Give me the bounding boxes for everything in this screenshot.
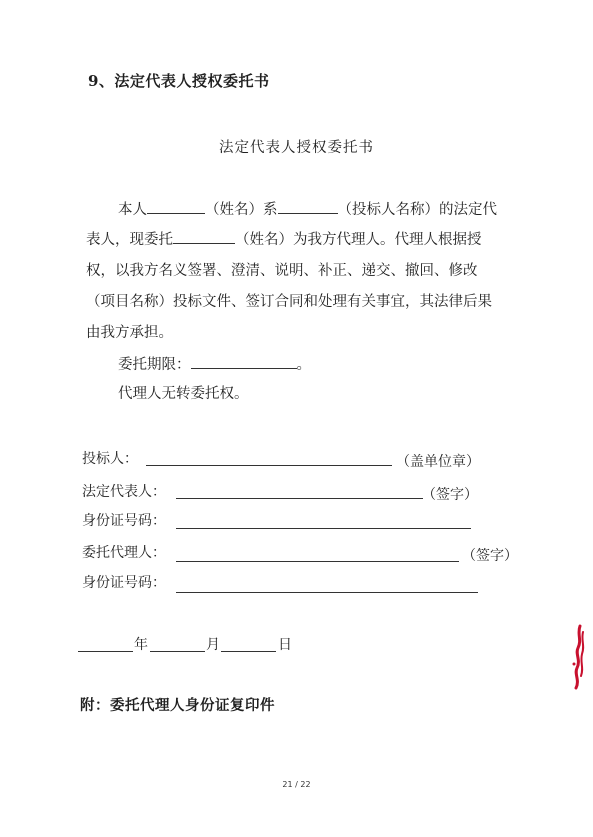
day-label: 日 [278,637,292,653]
legal-rep-label: 法定代表人： [82,484,166,500]
year-label: 年 [134,637,148,653]
year-blank [78,651,133,652]
body-text: （姓名）系 [205,202,278,218]
agent-signature-line [176,561,459,562]
seal-edge-mark [568,624,590,690]
agent-note: （签字） [462,548,518,564]
body-line-2 [86,225,482,256]
month-label: 月 [206,637,220,653]
bidder-signature-line [146,465,392,466]
attachment-note: 附：委托代理人身份证复印件 [80,697,275,714]
term-blank [191,354,297,369]
term-label: 委托期限： [118,357,191,373]
body-text: 表人，现委托 [86,232,173,248]
page-number: 21 / 22 [282,780,311,789]
term-line [118,350,311,381]
no-transfer-text: 代理人无转委托权。 [118,386,249,402]
legal-rep-signature-line [176,498,423,499]
day-blank [221,651,276,652]
id-label-2: 身份证号码： [82,575,166,591]
body-line-1 [118,195,497,226]
term-end: 。 [296,357,311,373]
name-blank [147,199,205,214]
id-line-1 [176,528,471,529]
bidder-name-blank [278,199,338,214]
id-line-2 [176,592,478,593]
agent-label: 委托代理人： [82,545,166,561]
body-line-4: （项目名称）投标文件、签订合同和处理有关事宜，其法律后果 [86,294,492,310]
body-text: 本人 [118,202,147,218]
month-blank [150,651,205,652]
body-line-5: 由我方承担。 [86,325,173,341]
document-title: 法定代表人授权委托书 [219,140,374,156]
bidder-note: （盖单位章） [396,454,480,470]
agent-name-blank [173,229,235,244]
body-text: （投标人名称）的法定代 [337,202,497,218]
legal-rep-note: （签字） [422,487,478,503]
bidder-label: 投标人： [82,451,138,467]
body-line-3: 权，以我方名义签署、澄清、说明、补正、递交、撤回、修改 [86,263,478,279]
id-label-1: 身份证号码： [82,513,166,529]
section-heading: 9、法定代表人授权委托书 [88,72,270,90]
body-text: （姓名）为我方代理人。代理人根据授 [235,232,482,248]
